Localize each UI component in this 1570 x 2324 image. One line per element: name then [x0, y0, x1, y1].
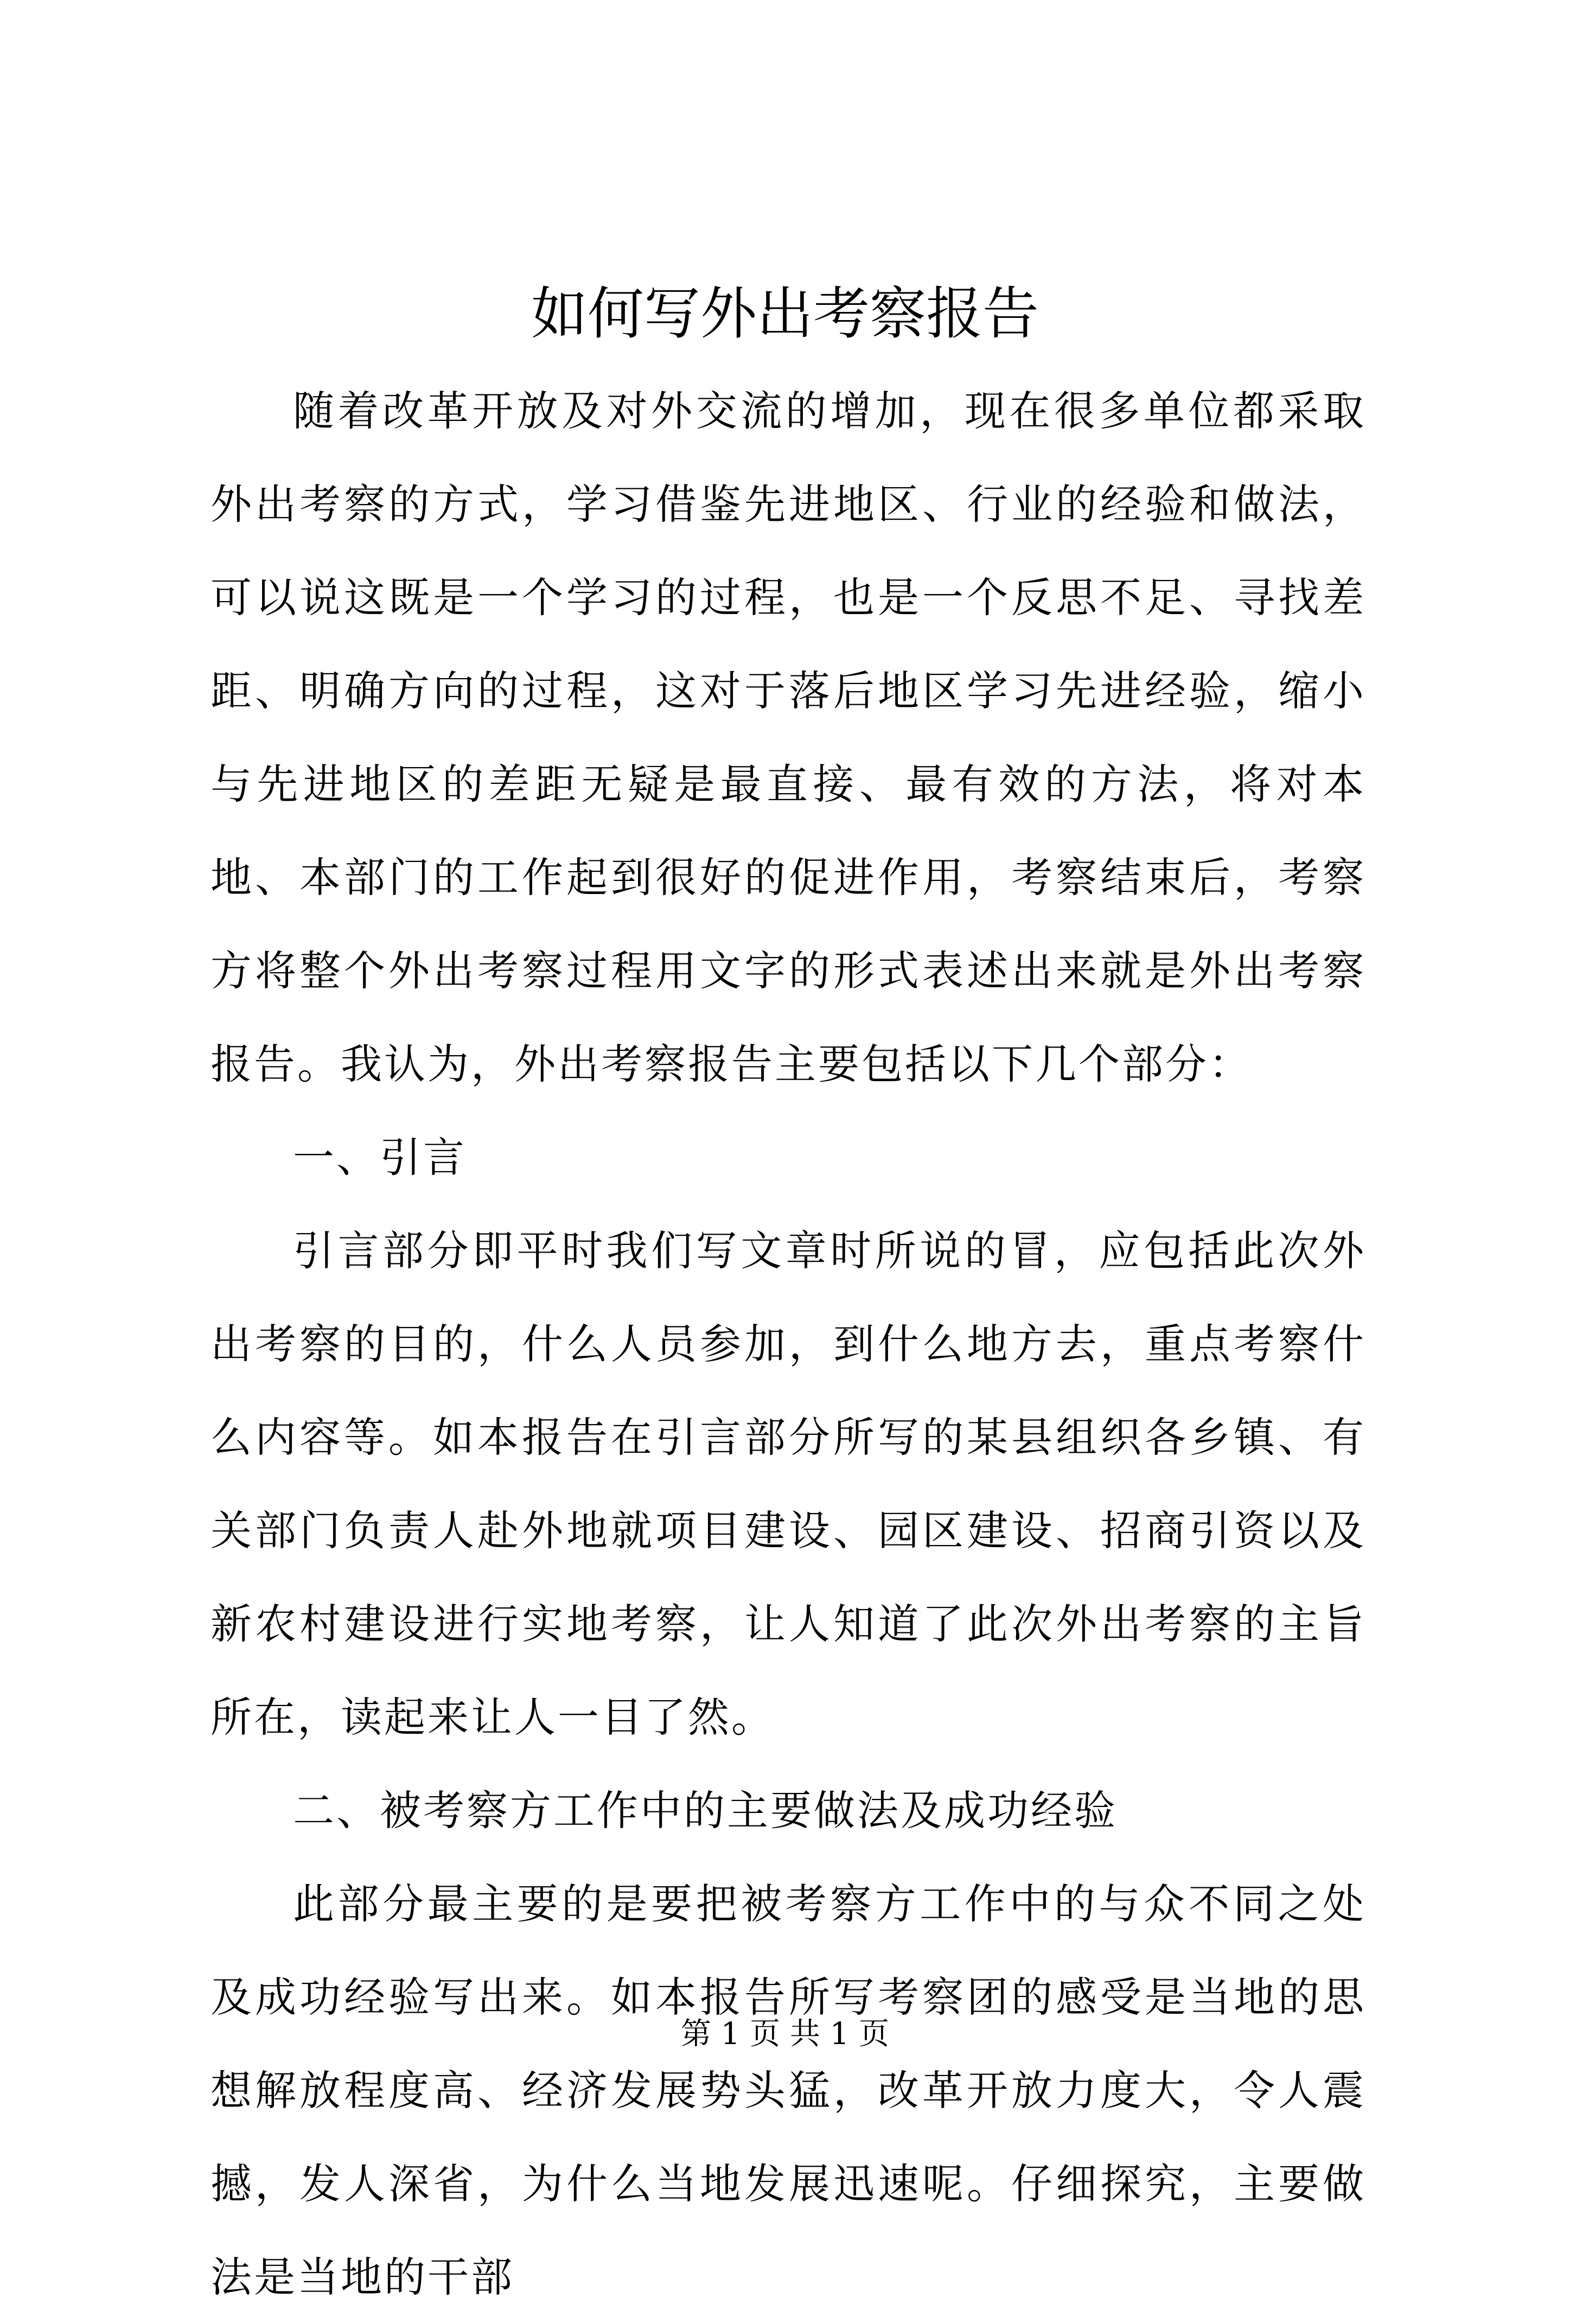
page-number-footer: 第 1 页 共 1 页 — [680, 2016, 890, 2052]
document-title: 如何写外出考察报告 — [531, 280, 1039, 347]
section-heading-introduction: 一、引言 — [293, 1133, 467, 1182]
paragraph-introduction: 引言部分即平时我们写文章时所说的冒，应包括此次外出考察的目的，什么人员参加，到什么地方去，重点考察什么内容等。如本报告在引言部分所写的某县组织各乡镇、有关部门负责人赴外地就项目建设、园区建设、招商引资以及新农村建设进行实地考察，让人知道了此次外出考察的主旨所在，读起来让人一目了然。 — [210, 1227, 1366, 1741]
paragraph-intro: 随着改革开放及对外交流的增加，现在很多单位都采取外出考察的方式，学习借鉴先进地区、行业的经验和做法，可以说这既是一个学习的过程，也是一个反思不足、寻找差距、明确方向的过程，这对于落后地区学习先进经验，缩小与先进地区的差距无疑是最直接、最有效的方法，将对本地、本部门的工作起到很好的促进作用，考察结束后，考察方将整个外出考察过程用文字的形式表述出来就是外出考察报告。我认为，外出考察报告主要包括以下几个部分： — [210, 387, 1366, 1088]
section-heading-practices: 二、被考察方工作中的主要做法及成功经验 — [293, 1786, 1118, 1835]
paragraph-practices: 此部分最主要的是要把被考察方工作中的与众不同之处及成功经验写出来。如本报告所写考察团的感受是当地的思想解放程度高、经济发展势头猛，改革开放力度大，令人震撼，发人深省，为什么当地发展迅速呢。仔细探究，主要做法是当地的干部 — [210, 1880, 1366, 2301]
